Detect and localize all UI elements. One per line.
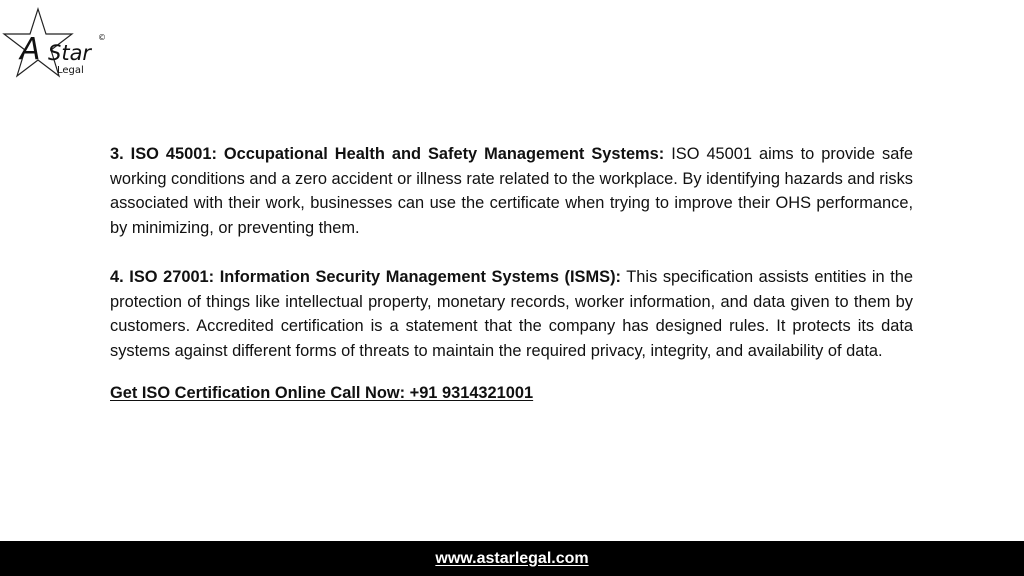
section-iso-45001 [110, 142, 913, 240]
section-heading: 3. ISO 45001: Occupational Health and Safety Management Systems: [110, 145, 665, 163]
star-logo-icon [2, 6, 106, 82]
logo-letter: A [20, 32, 41, 67]
section-body: ISO 45001 aims to provide safe working conditions and a zero accident or illness rate related to the workplace. By identifying hazards and risks associated with their work, businesses can use the certificate when trying to improve their OHS performance, by minimizing, or preventing them. [110, 145, 914, 237]
logo-registered-mark: © [98, 33, 106, 42]
section-body: This specification assists entities in the protection of things like intellectual property, monetary records, worker information, and data given to them by customers. Accredited certification is a statement that the company has designed rules. It protects its data systems against different forms of threats to maintain the required privacy, integrity, and availability of data. [110, 267, 914, 360]
astar-legal-logo [2, 6, 106, 82]
logo-word: Star [48, 41, 92, 65]
main-content [110, 142, 913, 406]
section-heading: 4. ISO 27001: Information Security Management Systems (ISMS): [110, 267, 621, 286]
section-iso-27001 [110, 265, 913, 363]
website-link[interactable]: www.astarlegal.com [435, 549, 589, 567]
footer-bar [0, 541, 1024, 576]
call-now-link[interactable]: Get ISO Certification Online Call Now: +91 9314321001 [110, 384, 534, 403]
logo-sub: Legal [57, 65, 84, 76]
